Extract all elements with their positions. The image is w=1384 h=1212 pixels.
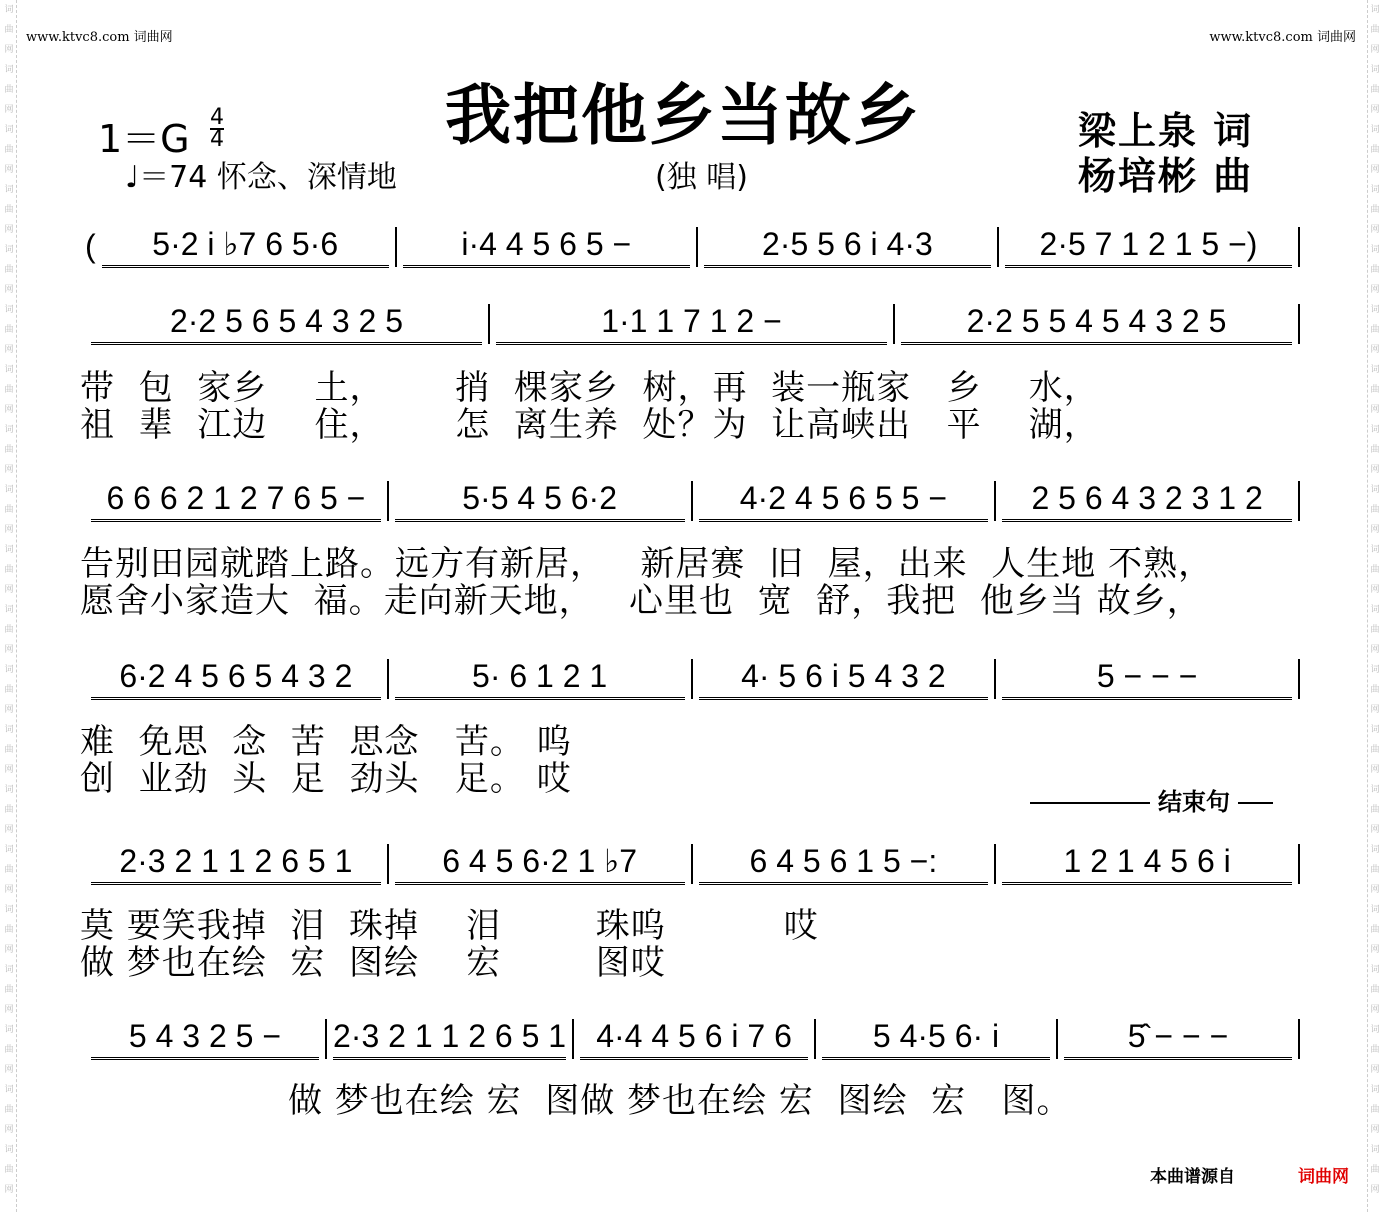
measure: 1 2 1 4 5 6 i bbox=[1002, 843, 1292, 885]
measure: 4·4 4 5 6 i 7 6 bbox=[580, 1018, 808, 1060]
measure: 6 4 5 6 1 5 −: bbox=[699, 843, 989, 885]
bar-line bbox=[691, 481, 693, 521]
notation-system bbox=[85, 303, 1300, 345]
bar-line bbox=[1298, 1019, 1300, 1059]
measure: 4·2 4 5 6 5 5 − bbox=[699, 480, 989, 522]
measure: 5 4·5 6· i bbox=[822, 1018, 1050, 1060]
notation-system bbox=[85, 658, 1300, 700]
bar-line bbox=[696, 227, 698, 267]
site-watermark-right: www.ktvc8.com 词曲网 bbox=[1209, 30, 1356, 45]
measure: 6·2 4 5 6 5 4 3 2 bbox=[91, 658, 381, 700]
measure: 2·5 5 6 i 4·3 bbox=[704, 226, 991, 268]
measure: 2·3 2 1 1 2 6 5 1 bbox=[91, 843, 381, 885]
measure: 1·1 1 7 1 2 − bbox=[496, 303, 887, 345]
lyric-line: 告别田园就踏上路。远方有新居， 新居赛 旧 屋，出来 人生地 不熟， bbox=[80, 544, 1214, 584]
lyric-line: 愿舍小家造大 福。走向新天地， 心里也 宽 舒，我把 他乡当 故乡， bbox=[80, 581, 1202, 621]
bar-line bbox=[1298, 481, 1300, 521]
song-title: 我把他乡当故乡 bbox=[445, 76, 921, 154]
bar-line bbox=[1298, 844, 1300, 884]
bar-line bbox=[994, 481, 996, 521]
bar-line bbox=[387, 659, 389, 699]
time-signature: $\frac{4}{4}$ bbox=[210, 105, 224, 152]
side-watermark-left: 词曲网词曲网词曲网词曲网词曲网词曲网词曲网词曲网词曲网词曲网词曲网词曲网词曲网词曲网词曲网词曲网词曲网词曲网词曲网词曲网 bbox=[2, 0, 17, 1212]
measure: 5 4 3 2 5 − bbox=[91, 1018, 319, 1060]
bar-line bbox=[814, 1019, 816, 1059]
footer-source: 本曲谱源自 bbox=[1150, 1167, 1235, 1187]
bar-line bbox=[387, 481, 389, 521]
lyric-line: 做 梦也在绘 宏 图做 梦也在绘 宏 图绘 宏 图。 bbox=[288, 1081, 1072, 1121]
composer-credit: 杨培彬 曲 bbox=[1078, 154, 1254, 198]
measure: 6 6 6 2 1 2 7 6 5 − bbox=[91, 480, 381, 522]
ending-phrase-label: 结束句 bbox=[1030, 782, 1273, 817]
footer-site-link[interactable]: 词曲网 bbox=[1298, 1167, 1349, 1187]
notation-system bbox=[85, 480, 1300, 522]
measure: 5·5 4 5 6·2 bbox=[395, 480, 685, 522]
bar-line bbox=[1298, 659, 1300, 699]
repeat-paren: ( bbox=[85, 228, 96, 264]
bar-line bbox=[997, 227, 999, 267]
notation-system bbox=[85, 225, 1300, 268]
bar-line bbox=[994, 844, 996, 884]
bar-line bbox=[572, 1019, 574, 1059]
notation-system bbox=[85, 842, 1300, 885]
bar-line bbox=[994, 659, 996, 699]
performance-type: (独 唱) bbox=[655, 160, 748, 195]
bar-line bbox=[1298, 304, 1300, 344]
bar-line bbox=[325, 1019, 327, 1059]
lyric-line: 创 业劲 头 足 劲头 足。 哎 bbox=[80, 759, 572, 799]
tempo-marking: ♩＝74 怀念、深情地 bbox=[125, 160, 397, 195]
bar-line bbox=[691, 844, 693, 884]
side-watermark-right: 词曲网词曲网词曲网词曲网词曲网词曲网词曲网词曲网词曲网词曲网词曲网词曲网词曲网词曲网词曲网词曲网词曲网词曲网词曲网词曲网 bbox=[1367, 0, 1382, 1212]
measure: 4· 5 6 i 5 4 3 2 bbox=[699, 658, 989, 700]
measure: 6 4 5 6·2 1 ♭7 bbox=[395, 842, 685, 885]
measure: 2·2 5 5 4 5 4 3 2 5 bbox=[901, 303, 1292, 345]
measure: 5 − − − bbox=[1002, 658, 1292, 700]
bar-line bbox=[488, 304, 490, 344]
measure: 5̂ − − − bbox=[1064, 1018, 1292, 1060]
bar-line bbox=[1056, 1019, 1058, 1059]
lyric-line: 做 梦也在绘 宏 图绘 宏 图哎 bbox=[80, 943, 666, 983]
bar-line bbox=[395, 227, 397, 267]
key-signature: 1＝G bbox=[98, 117, 190, 161]
measure: 2 5 6 4 3 2 3 1 2 bbox=[1002, 480, 1292, 522]
measure: i·4 4 5 6 5 − bbox=[403, 226, 690, 268]
bar-line bbox=[691, 659, 693, 699]
measure: 2·5 7 1 2 1 5 −) bbox=[1005, 226, 1292, 268]
lyric-line: 难 免思 念 苦 思念 苦。 呜 bbox=[80, 722, 572, 762]
measure: 5· 6 1 2 1 bbox=[395, 658, 685, 700]
bar-line bbox=[1298, 227, 1300, 267]
measure: 2·2 5 6 5 4 3 2 5 bbox=[91, 303, 482, 345]
bar-line bbox=[387, 844, 389, 884]
measure: 2·3 2 1 1 2 6 5 1 bbox=[333, 1018, 566, 1060]
lyric-line: 莫 要笑我掉 泪 珠掉 泪 珠呜 哎 bbox=[80, 906, 819, 946]
site-watermark-left: www.ktvc8.com 词曲网 bbox=[26, 30, 173, 45]
measure: 5·2 i ♭7 6 5·6 bbox=[102, 225, 389, 268]
lyric-line: 祖 辈 江边 住， 怎 离生养 处？为 让高峡出 平 湖， bbox=[80, 405, 1099, 445]
lyricist-credit: 梁上泉 词 bbox=[1078, 109, 1254, 153]
lyric-line: 带 包 家乡 土， 捎 棵家乡 树，再 装一瓶家 乡 水， bbox=[80, 368, 1099, 408]
notation-system bbox=[85, 1018, 1300, 1060]
bar-line bbox=[893, 304, 895, 344]
